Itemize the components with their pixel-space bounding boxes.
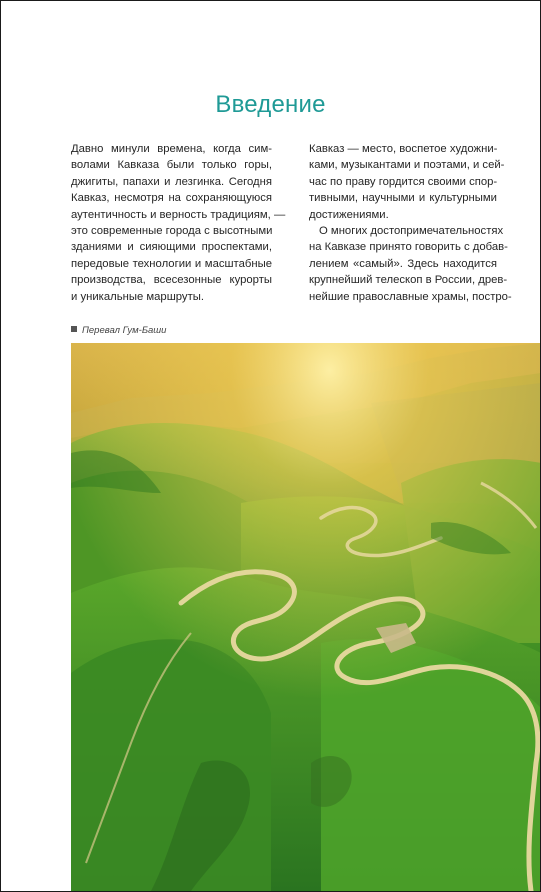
text-line: волами Кавказа были только горы, <box>71 159 272 172</box>
text-line: зданиями и сияющими проспектами, <box>71 241 272 254</box>
square-bullet-icon <box>71 326 77 332</box>
left-text-column <box>71 141 286 305</box>
text-line: Кавказ, несмотря на сохраняющуюся <box>71 192 272 205</box>
text-line: Кавказ — место, воспетое художни- <box>309 143 498 155</box>
photo-caption <box>71 325 166 336</box>
text-line: Давно минули времена, когда сим- <box>71 143 272 155</box>
text-line: тивными, научными и культурными <box>309 192 497 205</box>
text-line: аутентичность и верность традициям, — <box>71 208 286 221</box>
right-text-column <box>309 141 512 305</box>
text-line: и уникальные маршруты. <box>71 290 205 303</box>
text-line: передовые технологии и масштабные <box>71 257 272 270</box>
text-line: производства, всесезонные курорты <box>71 274 272 287</box>
text-line: достижениями. <box>309 208 389 221</box>
text-line: это современные города с высотными <box>71 225 273 238</box>
text-line: на Кавказе принято говорить с добав- <box>309 241 508 254</box>
text-line: час по праву гордится своими спор- <box>309 175 498 188</box>
mountain-pass-photo <box>71 343 541 891</box>
text-line: лением «самый». Здесь находится <box>309 257 497 270</box>
text-line: О многих достопримечательностях <box>319 225 504 238</box>
text-line: джигиты, папахи и лезгинка. Сегодня <box>71 175 272 188</box>
page-title: Введение <box>215 91 326 118</box>
text-line: ками, музыкантами и поэтами, и сей- <box>309 159 505 172</box>
text-line: крупнейший телескоп в России, древ- <box>309 274 508 287</box>
caption-text: Перевал Гум-Баши <box>82 325 167 336</box>
text-line: нейшие православные храмы, постро- <box>309 290 512 303</box>
